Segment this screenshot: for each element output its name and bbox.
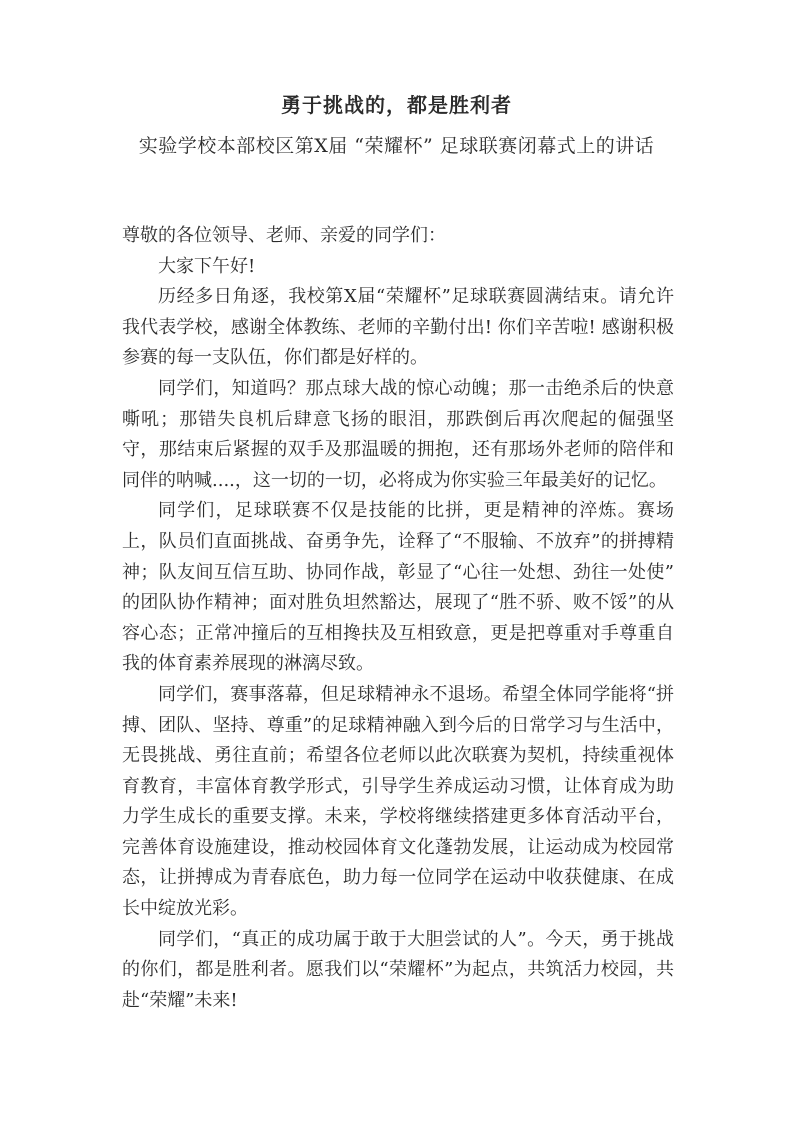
document-title: 勇于挑战的，都是胜利者 <box>281 93 512 117</box>
document-body <box>122 221 674 1016</box>
paragraph: 同学们，赛事落幕，但足球精神永不退场。希望全体同学能将“拼搏、团队、坚持、尊重”的足球精神融入到今后的日常学习与生活中，无畏挑战、勇往直前；希望各位老师以此次联赛为契机，持续重视体育教育，丰富体育教学形式，引导学生养成运动习惯，让体育成为助力学生成长的重要支撑。未来，学校将继续搭建更多体育活动平台，完善体育设施建设，推动校园体育文化蓬勃发展，让运动成为校园常态，让拼搏成为青春底色，助力每一位同学在运动中收获健康、在成长中绽放光彩。 <box>122 683 674 920</box>
paragraph: 尊敬的各位领导、老师、亲爱的同学们： <box>122 225 446 246</box>
paragraph: 历经多日角逐，我校第X届“荣耀杯”足球联赛圆满结束。请允许我代表学校，感谢全体教练、老师的辛勤付出! 你们辛苦啦! 感谢积极参赛的每一支队伍，你们都是好样的。 <box>122 286 674 369</box>
document-subtitle: 实验学校本部校区第X届 “荣耀杯” 足球联赛闭幕式上的讲话 <box>138 135 655 157</box>
paragraph: 大家下午好! <box>158 255 256 277</box>
paragraph: 同学们，足球联赛不仅是技能的比拼，更是精神的淬炼。赛场上，队员们直面挑战、奋勇争先，诠释了“不服输、不放弃”的拼搏精神；队友间互信互助、协同作战，彰显了“心往一处想、劲往一处使”的团队协作精神；面对胜负坦然豁达，展现了“胜不骄、败不馁”的从容心态；正常冲撞后的互相搀扶及互相致意，更是把尊重对手尊重自我的体育素养展现的淋漓尽致。 <box>122 500 674 675</box>
paragraph: 同学们，知道吗？那点球大战的惊心动魄；那一击绝杀后的快意嘶吼；那错失良机后肆意飞扬的眼泪，那跌倒后再次爬起的倔强坚守，那结束后紧握的双手及那温暖的拥抱，还有那场外老师的陪伴和同伴的呐喊....，这一切的一切，必将成为你实验三年最美好的记忆。 <box>122 377 674 491</box>
document-header <box>0 0 793 157</box>
paragraph: 同学们，“真正的成功属于敢于大胆尝试的人”。今天，勇于挑战的你们，都是胜利者。愿我们以“荣耀杯”为起点，共筑活力校园，共赴“荣耀”未来! <box>122 928 674 1011</box>
